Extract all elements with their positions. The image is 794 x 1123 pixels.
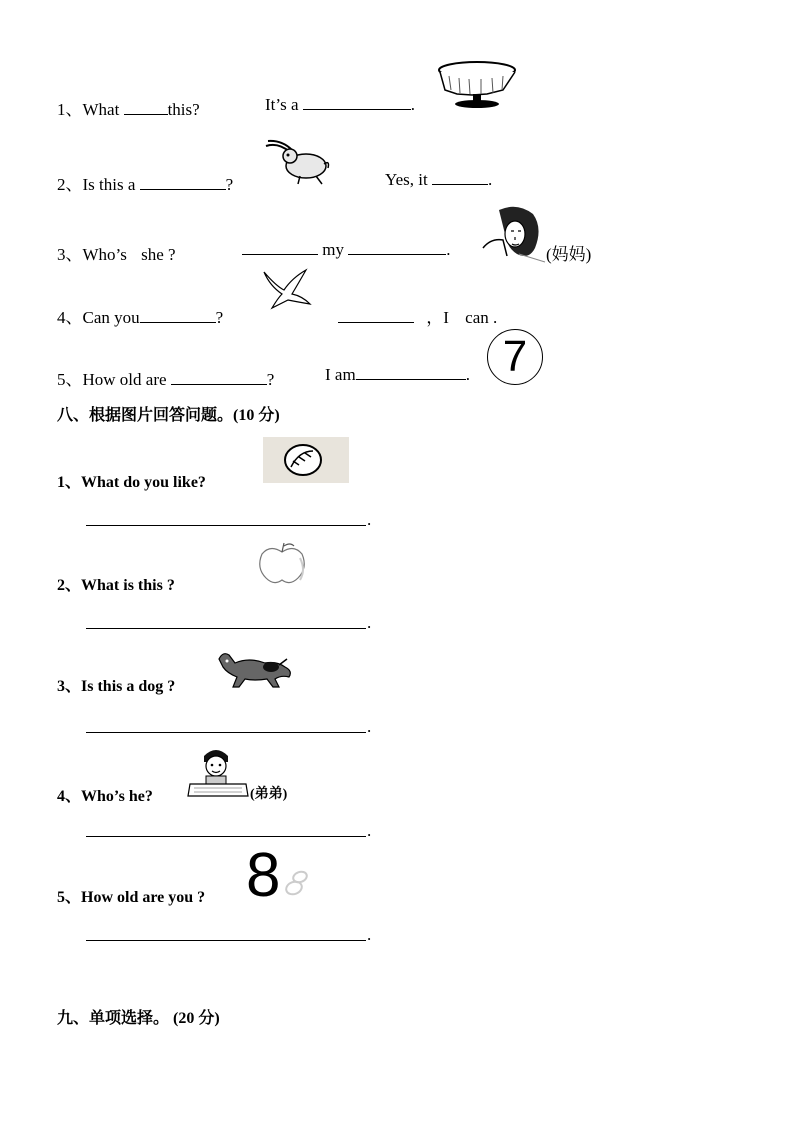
part8-q1-answer-line[interactable] (86, 524, 366, 526)
q1-text-c: It’s a (265, 95, 299, 114)
part8-q5 (57, 884, 205, 907)
part8-q2 (57, 572, 175, 595)
q4-text-a: Can you (82, 308, 140, 327)
part8-heading: 八、根据图片回答问题。(10 分) (57, 407, 280, 424)
q5-period: . (465, 365, 470, 384)
part8-q1 (57, 469, 206, 492)
q4-blank-2[interactable] (338, 308, 414, 323)
part8-q2-number: 2、 (57, 577, 82, 594)
q5-blank-1[interactable] (171, 370, 267, 385)
mother-icon (477, 204, 547, 262)
q4-answer (338, 303, 497, 328)
q4-number: 4、 (57, 308, 83, 327)
part9-heading: 九、单项选择。 (20 分) (57, 1010, 220, 1027)
bird-icon (262, 268, 312, 310)
q2-text-b: ? (225, 175, 234, 194)
apple-icon (256, 540, 310, 586)
q2-text-a: Is this a (82, 175, 136, 194)
q3-line (57, 240, 176, 265)
part8-q1-period: . (367, 510, 372, 529)
part8-q3-number: 3、 (57, 678, 82, 695)
number-seven-circle: 7 (487, 329, 543, 385)
q4-line (57, 303, 223, 328)
number-eight: 8 (246, 841, 281, 910)
q5-text-b: ? (266, 370, 275, 389)
bread-icon (263, 437, 349, 483)
q4-blank-1[interactable] (140, 308, 216, 323)
q2-text-c: Yes, it (385, 170, 428, 189)
eight-shadow-icon (282, 868, 312, 898)
q1-number: 1、 (57, 100, 83, 119)
part8-q1-text: What do you like? (81, 474, 206, 491)
q1-blank-1[interactable] (124, 100, 168, 115)
q3-answer (242, 240, 450, 260)
part8-q4-answer-line[interactable] (86, 835, 366, 837)
q3-period: . (446, 240, 451, 259)
q2-period: . (487, 170, 493, 189)
q3-text-a: Who’s (82, 245, 127, 264)
q5-number: 5、 (57, 370, 83, 389)
q2-number: 2、 (57, 175, 83, 194)
q5-text-c: I am (325, 365, 356, 384)
q5-blank-2[interactable] (356, 365, 466, 380)
part8-q5-number: 5、 (57, 889, 82, 906)
q4-text-c: ，I (426, 308, 449, 327)
part8-q5-answer-line[interactable] (86, 939, 366, 941)
q1-line (57, 95, 200, 120)
part8-q4-text: Who’s he? (81, 788, 153, 805)
dog-icon (215, 645, 295, 689)
q5-text-a: How old are (82, 370, 167, 389)
q3-text-c: my (322, 240, 344, 259)
q3-blank-2[interactable] (348, 240, 446, 255)
table-icon (437, 60, 519, 110)
q3-number: 3、 (57, 245, 83, 264)
boy-icon (186, 746, 250, 800)
part8-q4-period: . (367, 821, 372, 840)
q2-blank-2[interactable] (432, 170, 488, 185)
q2-answer (385, 170, 492, 190)
part8-q2-answer-line[interactable] (86, 627, 366, 629)
q2-blank-1[interactable] (140, 175, 226, 190)
part8-q2-text: What is this ? (81, 577, 175, 594)
q1-text-a: What (82, 100, 120, 119)
part8-q5-text: How old are you ? (81, 889, 206, 906)
part8-q2-period: . (367, 613, 372, 632)
rabbit-icon (264, 138, 332, 188)
q5-answer (325, 365, 470, 385)
q1-blank-2[interactable] (303, 95, 411, 110)
part8-q4-number: 4、 (57, 788, 82, 805)
part8-q1-number: 1、 (57, 474, 82, 491)
q4-text-d: can . (465, 308, 498, 327)
q3-blank-1[interactable] (242, 240, 318, 255)
q1-period: . (410, 95, 416, 114)
part8-q4 (57, 783, 153, 806)
q4-text-b: ? (215, 308, 224, 327)
q1-text-b: this? (167, 100, 200, 119)
part8-q3-period: . (367, 717, 372, 736)
q3-text-b: she ? (141, 245, 176, 264)
q2-line (57, 170, 233, 195)
q3-note: (妈妈) (546, 245, 592, 264)
part8-q3-text: Is this a dog ? (81, 678, 176, 695)
part8-q3 (57, 673, 175, 696)
part8-q5-period: . (367, 925, 372, 944)
q5-line (57, 365, 274, 390)
part8-q4-note: (弟弟) (250, 787, 288, 802)
q1-answer (265, 95, 415, 115)
part8-q3-answer-line[interactable] (86, 731, 366, 733)
